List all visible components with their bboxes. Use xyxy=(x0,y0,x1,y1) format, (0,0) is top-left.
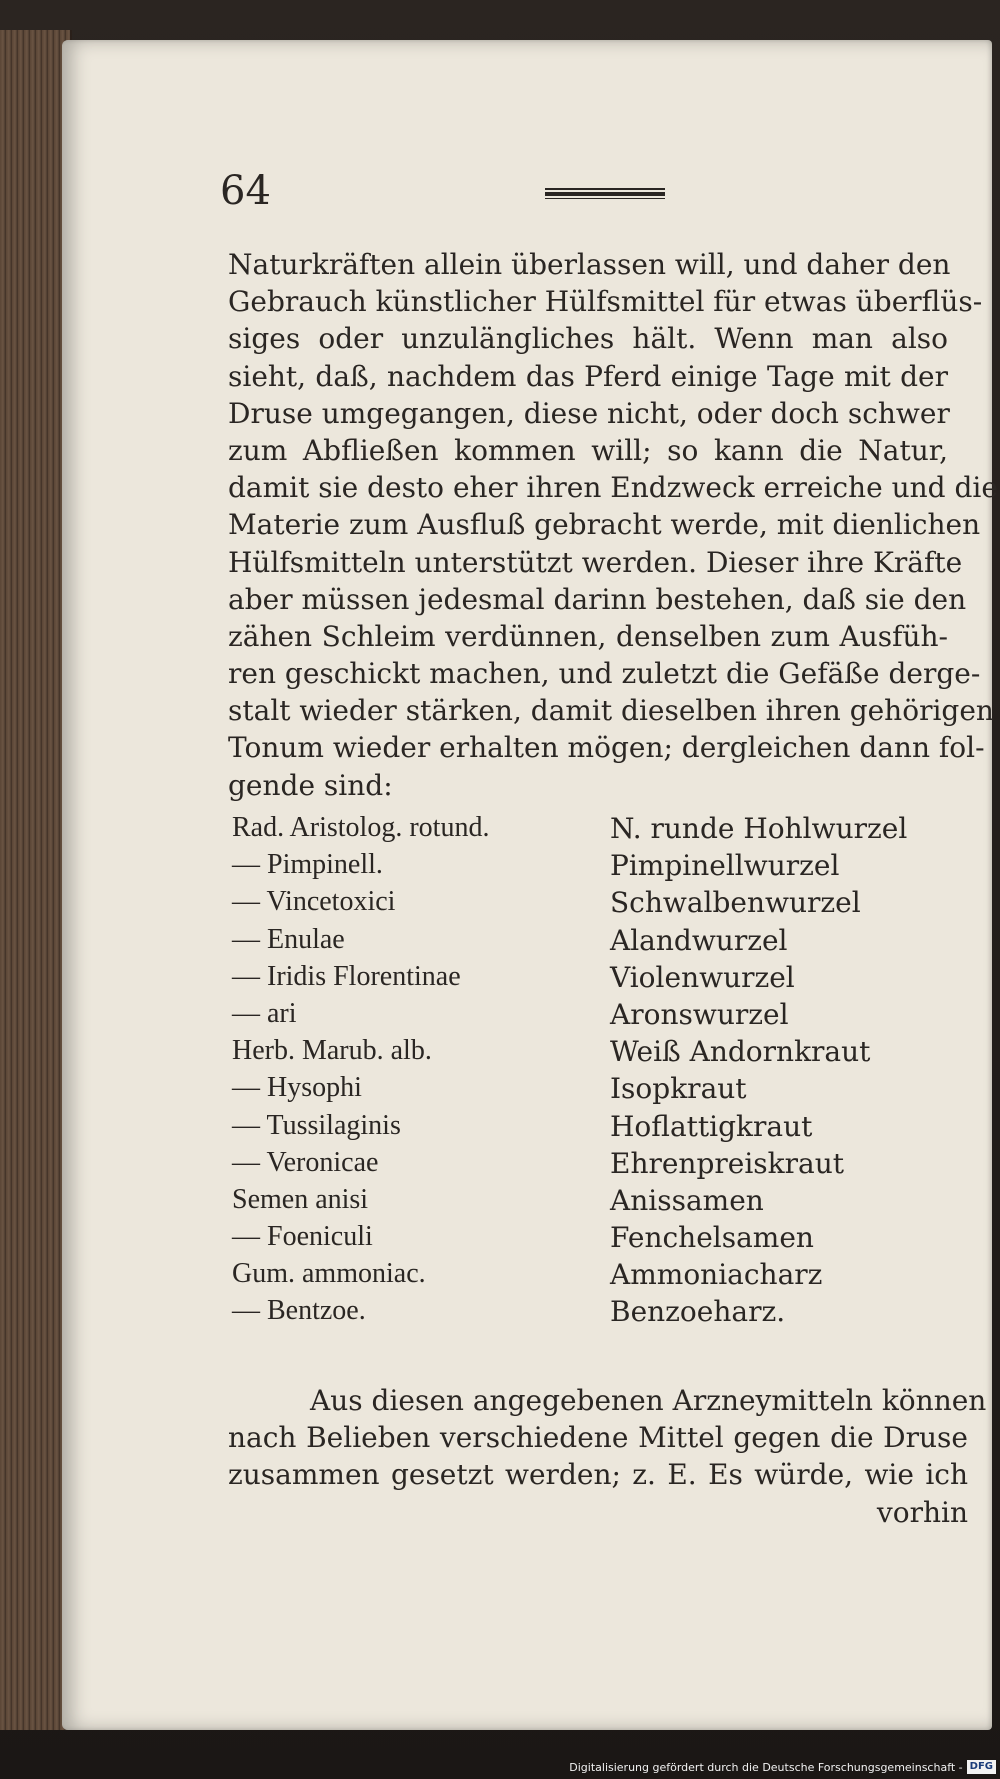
text-line: nach Belieben verschiedene Mittel gegen die Druse xyxy=(228,1421,968,1455)
german-name: Benzoeharz. xyxy=(610,1295,786,1329)
latin-name: — Vincetoxici xyxy=(232,886,396,918)
german-name: Weiß Andornkraut xyxy=(610,1035,871,1069)
text-line: zähen Schleim verdünnen, denselben zum Ausfüh- xyxy=(228,619,948,653)
latin-name: — Hysophi xyxy=(232,1072,362,1104)
latin-name: — Veronicae xyxy=(232,1146,379,1178)
remedy-row xyxy=(232,1221,952,1258)
german-name: Ammoniacharz xyxy=(610,1258,823,1292)
text-line: Aus diesen angegebenen Arzneymitteln können xyxy=(310,1384,987,1417)
german-name: Aronswurzel xyxy=(610,997,789,1031)
latin-name: — ari xyxy=(232,997,297,1029)
german-name: Ehrenpreiskraut xyxy=(610,1146,844,1180)
remedy-row xyxy=(232,1147,952,1184)
remedy-row xyxy=(232,1295,952,1332)
text-line: stalt wieder stärken, damit dieselben ihren gehörigen xyxy=(228,694,994,728)
german-name: Pimpinellwurzel xyxy=(610,849,840,883)
text-line: Materie zum Ausfluß gebracht werde, mit dienlichen xyxy=(228,508,981,542)
latin-name: — Pimpinell. xyxy=(232,849,383,881)
latin-name: Semen anisi xyxy=(232,1183,369,1215)
text-line: sieht, daß, nachdem das Pferd einige Tage mit der xyxy=(228,359,948,393)
closing-paragraph xyxy=(228,1382,987,1531)
german-name: Schwalbenwurzel xyxy=(610,886,861,920)
remedy-row xyxy=(232,886,952,923)
text-line: zum Abfließen kommen will; so kann die Natur, xyxy=(228,433,948,467)
text-line: Gebrauch künstlicher Hülfsmittel für etwas überflüs- xyxy=(228,285,983,319)
remedy-row xyxy=(232,849,952,886)
remedy-row xyxy=(232,998,952,1035)
remedy-row xyxy=(232,1184,952,1221)
text-line: damit sie desto eher ihren Endzweck erreiche und die xyxy=(228,471,998,505)
latin-name: — Tussilaginis xyxy=(232,1109,401,1141)
header-rule xyxy=(545,188,665,198)
german-name: Alandwurzel xyxy=(610,923,788,957)
digitization-credit xyxy=(569,1759,996,1775)
remedy-row xyxy=(232,1258,952,1295)
remedy-row xyxy=(232,924,952,961)
remedy-row xyxy=(232,1035,952,1072)
remedy-row xyxy=(232,812,952,849)
german-name: Violenwurzel xyxy=(610,960,795,994)
latin-name: Gum. ammoniac. xyxy=(232,1258,426,1290)
german-name: Fenchelsamen xyxy=(610,1221,814,1255)
credit-text: Digitalisierung gefördert durch die Deutsche Forschungsgemeinschaft - xyxy=(569,1760,963,1774)
german-name: N. runde Hohlwurzel xyxy=(610,812,908,845)
remedy-row xyxy=(232,1072,952,1109)
remedy-row xyxy=(232,961,952,998)
text-line: aber müssen jedesmal darinn bestehen, daß sie den xyxy=(228,582,967,616)
latin-name: — Iridis Florentinae xyxy=(232,960,461,992)
german-name: Isopkraut xyxy=(610,1072,747,1106)
german-name: Anissamen xyxy=(610,1183,764,1217)
latin-name: — Bentzoe. xyxy=(232,1295,366,1327)
dfg-logo: DFG xyxy=(967,1760,996,1774)
text-line: Druse umgegangen, diese nicht, oder doch schwer xyxy=(228,396,950,430)
latin-name: — Enulae xyxy=(232,923,345,955)
text-line: ren geschickt machen, und zuletzt die Gefäße derge- xyxy=(228,657,981,691)
catchword: vorhin xyxy=(876,1495,968,1529)
text-line: Tonum wieder erhalten mögen; dergleichen dann fol- xyxy=(228,731,985,765)
remedy-list xyxy=(232,812,952,1333)
latin-name: — Foeniculi xyxy=(232,1221,373,1253)
text-line: Hülfsmitteln unterstützt werden. Dieser ihre Kräfte xyxy=(228,545,963,579)
text-line: gende sind: xyxy=(228,768,393,802)
body-paragraph xyxy=(228,246,998,804)
latin-name: Herb. Marub. alb. xyxy=(232,1035,432,1067)
text-line: siges oder unzulängliches hält. Wenn man also xyxy=(228,322,948,356)
text-line: zusammen gesetzt werden; z. E. Es würde, wie ich xyxy=(228,1458,968,1492)
text-line: Naturkräften allein überlassen will, und daher den xyxy=(228,248,951,281)
page-number: 64 xyxy=(220,168,271,214)
latin-name: Rad. Aristolog. rotund. xyxy=(232,812,490,843)
german-name: Hoflattigkraut xyxy=(610,1109,813,1143)
remedy-row xyxy=(232,1110,952,1147)
